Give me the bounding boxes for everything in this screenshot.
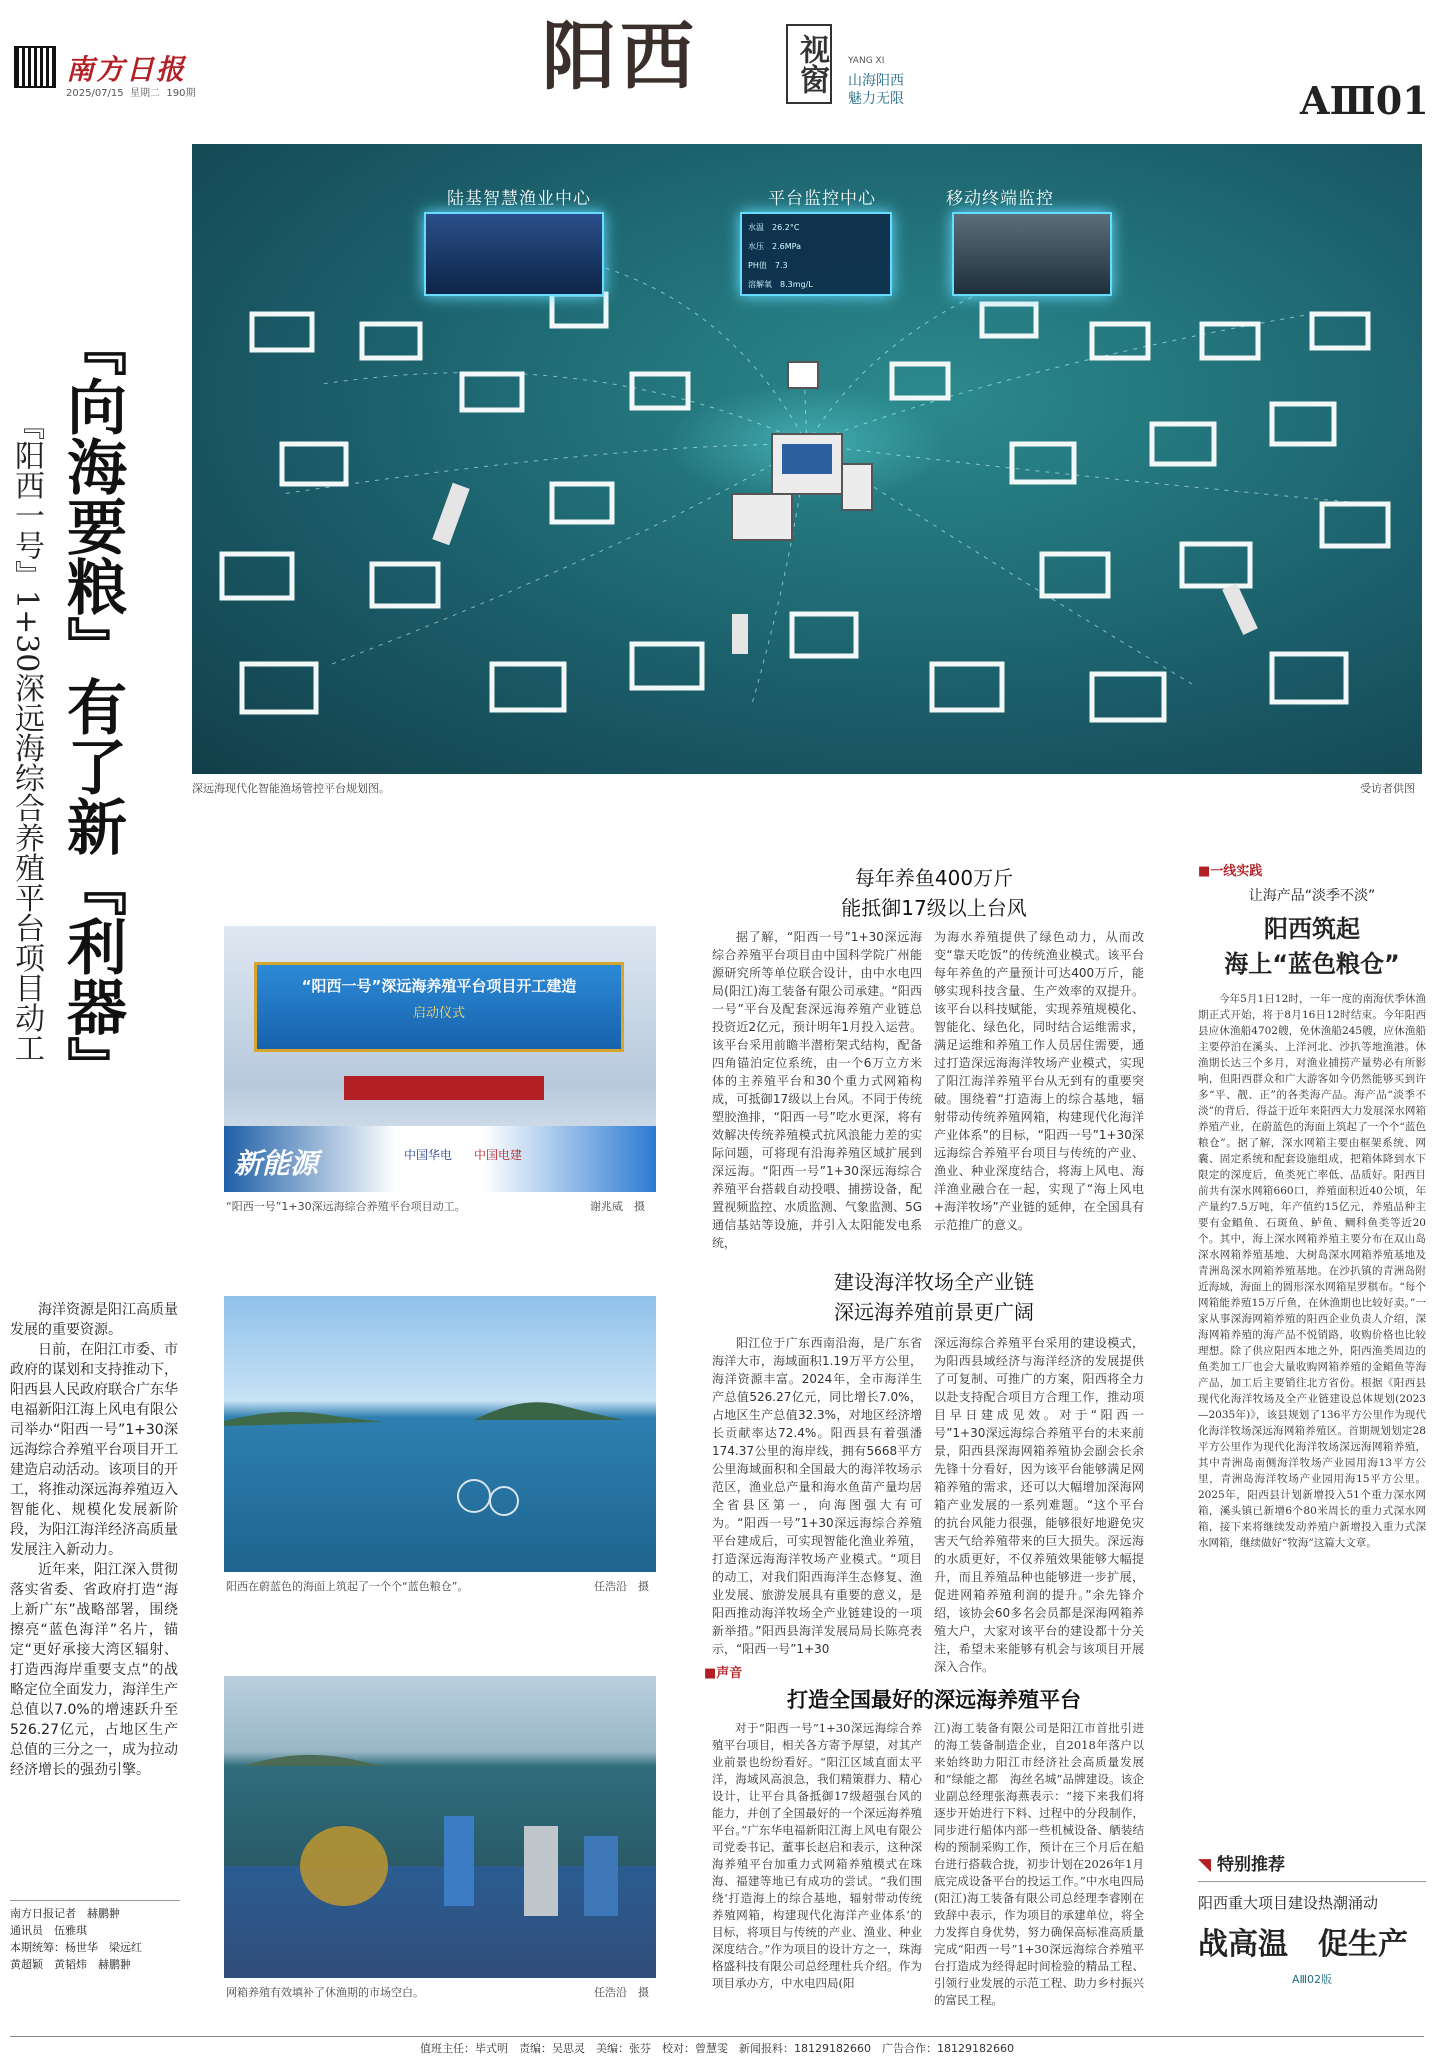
photo-sea — [224, 1296, 656, 1572]
sec3-col-1: 对于“阳西一号”1+30深远海综合养殖平台项目，相关各方寄予厚望，对其产业前景也纷纷看好。“阳江区域直面太平洋，海域风高浪急，我们精策群力、精心设计，让平台具备抵御17级超强台风的能力，并创了全国最好的一个深远海养殖平台。”广东华电福新阳江海上风电有限公司党委书记、董事长赵启和表示，这种深海养殖平台加重力式网箱养殖模式在珠海、福建等地已有成功的尝试。“我们围绕‘打造海上的综合基地，辐射带动传统养殖网箱，构建现代化海洋产业体系’的目标，将项目与传统的产业、渔业、种业深度结合。”作为项目的设计方之一，珠海格盛科技有限公司总经理杜兵介绍。作为项目承办方，中水电四局(阳 — [712, 1721, 922, 1990]
photo-sea-credit: 任浩沿 摄 — [594, 1580, 649, 1593]
sec1-title-2: 能抵御17级以上台风 — [841, 896, 1027, 920]
fishermen-scene — [224, 1676, 656, 1978]
hero-image — [192, 144, 1422, 774]
side-tag-text: 一线实践 — [1210, 864, 1263, 879]
qr-code — [14, 46, 56, 88]
credit-line: 本期统筹：杨世华 梁远红 — [10, 1941, 142, 1954]
monitor-row: 溶解氧 8.3mg/L — [748, 280, 813, 289]
monitor-row: 水温 26.2°C — [748, 223, 800, 232]
photo-ceremony — [224, 926, 656, 1192]
photo-fishermen — [224, 1676, 656, 1978]
headline-sub: 『阳西一号』1+30深远海综合养殖平台项目动工 — [9, 410, 44, 1063]
credit-line: 通讯员 伍雅琪 — [10, 1924, 87, 1937]
monitor-row: PH值 7.3 — [748, 261, 788, 270]
hero-label-right: 移动终端监控 — [946, 189, 1054, 209]
lead-paragraph: 日前，在阳江市委、市政府的谋划和支持推动下，阳西县人民政府联合广东华电福新阳江海上风电有限公司举办“阳西一号”1+30深远海综合养殖平台项目开工建造启动活动。该项目的开工，将推动深远海养殖迈入智能化、规模化发展新阶段，为阳江海洋经济高质量发展注入新动力。 — [10, 1342, 178, 1558]
photo-fishermen-caption: 网箱养殖有效填补了休渔期的市场空白。 — [226, 1986, 424, 1999]
credits — [10, 1900, 180, 1973]
sec2-title-1: 建设海洋牧场全产业链 — [834, 1270, 1034, 1294]
monitor-row: 水压 2.6MPa — [748, 242, 801, 251]
side-body: 今年5月1日12时，一年一度的南海伏季休渔期正式开始，将于8月16日12时结束。今年阳西县应休渔船4702艘，免休渔船245艘，应休渔船主要停泊在溪头、上洋河北、沙扒等地渔港。休渔期长达三个多月，对渔业捕捞产量势必有所影响，但阳西群众和广大游客如今仍然能够买到许多“平、靓、正”的各类海产品。海产品“淡季不淡”的背后，得益于近年来阳西大力发展深水网箱养殖产业，在蔚蓝色的海面上筑起了一个个“蓝色粮仓”。据了解，深水网箱主要由框架系统、网囊、固定系统和配套设施组成，把箱体降到水下限定的深度后，鱼类死亡率低、品质好。阳西目前共有深水网箱660口，养殖面积近40公顷，年产量约7.5万吨，年产值约15亿元，养殖品种主要有金鲳鱼、石斑鱼、鲈鱼、鲷科鱼类等近20个。其中，海上深水网箱养殖主要分布在双山岛深水网箱养殖基地、大树岛深水网箱养殖基地及青洲岛深水网箱养殖基地。在沙扒镇的青洲岛附近海域，海面上的圆形深水网箱星罗棋布。“每个网箱能养殖15万斤鱼，在休渔期也比较好卖。”一家从事深海网箱养殖的阳西企业负责人介绍，深海网箱养殖的海产品不悦销路，收购价格也比较理想。除了供应阳西本地之外，阳西渔类周边的鱼类加工厂也会大量收购网箱养殖的金鲳鱼等海产品，加工后主要销往北方省份。根据《阳西县现代化海洋牧场及全产业链建设总体规划(2023—2035年)》，该县规划了136平方公里作为现代化海洋牧场深远海网箱养殖区。首期规划划定28平方公里作为现代化海洋牧场深远海网箱养殖，其中青洲岛南侧海洋牧场产业园用海13平方公里，青洲岛海洋牧场产业园用海15平方公里。2025年，阳西县计划新增投入51个重力深水网箱，溪头镇已新增6个80米周长的重力式深水网箱，接下来将继续发动养殖户新增投入重力式深水网箱，继续做好“牧海”这篇大文章。 — [1198, 993, 1426, 1549]
lead-paragraph: 近年来，阳江深入贯彻落实省委、省政府打造“海上新广东”战略部署，围绕擦亮“蓝色海洋”名片，锚定“更好承接大湾区辐射、打造西海岸重要支点”的战略定位全面发力，海洋生产总值以7.0%的增速跃升至526.27亿元，占地区生产总值的三分之一，成为拉动经济增长的强劲引擎。 — [10, 1562, 178, 1778]
sec1-col-1: 据了解，“阳西一号”1+30深远海综合养殖平台项目由中国科学院广州能源研究所等单位联合设计，由中水电四局(阳江)海工装备有限公司承建。“阳西一号”平台及配套深远海养殖产业链总投资近2亿元，预计明年1月投入运营。该平台采用前瞻半潜桁架式结构，配备四角锚泊定位系统，由一个6万立方米体的主养殖平台和30个重力式网箱构成，可抵御17级以上台风。不同于传统塑胶渔排，“阳西一号”吃水更深，将有效解决传统养殖模式抗风浪能力差的实际问题，可将现有沿海养殖区域扩展到深远海。“阳西一号”1+30深远海综合养殖平台搭载自动投喂、捕捞设备，配置视频监控、水质监测、气象监测、5G通信基站等设施，并引入太阳能发电系统， — [712, 930, 922, 1250]
sec2-col-1: 阳江位于广东西南沿海，是广东省海洋大市，海域面积1.19万平方公里，海洋资源丰富。2024年，全市海洋生产总值526.27亿元，同比增长7.0%，占地区生产总值32.3%，对地区经济增长贡献率达72.4%。阳西县有着强潘174.37公里的海岸线，拥有5668平方公里海域面积和全国最大的海洋牧场示范区，渔业总产量和海水鱼苗产量均居全省县区第一，向海图强大有可为。“阳西一号”1+30深远海综合养殖平台建成后，可实现智能化渔业养殖，打造深远海海洋牧场产业模式。“项目的动工，对我们阳西海洋生态修复、渔业发展、旅游发展具有重要的意义，是阳西推动海洋牧场全产业链建设的一项新举措。”阳西县海洋发展局局长陈亮表示，“阳西一号”1+30 — [712, 1336, 922, 1656]
sec3-tag: ■声音 — [704, 1666, 743, 1681]
slogan-1: 山海阳西 — [848, 73, 904, 89]
side-pre: 让海产品“淡季不淡” — [1248, 888, 1376, 904]
recommend-box[interactable] — [1198, 1850, 1426, 2000]
hero-credit: 受访者供图 — [1360, 782, 1415, 795]
slogan-2: 魅力无限 — [848, 91, 904, 107]
hero-screen-right — [952, 212, 1112, 296]
lead-paragraph: 海洋资源是阳江高质量发展的重要资源。 — [10, 1302, 178, 1338]
sec3-col-2: 江)海工装备有限公司是阳江市首批引进的海工装备制造企业，自2018年落户以来始终助力阳江市经济社会高质量发展和“绿能之都 海丝名城”品牌建设。该企业副总经理张海燕表示：“接下来我们将逐步开始进行下料、过程中的分段制作，同步进行船体内部一些机械设备、舾装结构的预制采购工作，预计在三个月后在船台进行搭载合拢，初步计划在2026年1月底完成设备平台的投运工作。”中水电四局(阳江)海工装备有限公司总经理李睿刚在致辞中表示，作为项目的承建单位，将全力发挥自身优势，努力确保高标准高质量完成“阳西一号”1+30深远海综合养殖平台打造成为经得起时间检验的精品工程、引领行业发展的示范工程、助力乡村振兴的富民工程。 — [934, 1721, 1144, 2007]
photo-ceremony-credit: 谢兆威 摄 — [590, 1200, 645, 1213]
sec1-title-1: 每年养鱼400万斤 — [854, 866, 1014, 890]
ceremony-backdrop — [224, 1126, 656, 1192]
side-tag: ■一线实践 — [1198, 864, 1263, 879]
side-title-1: 阳西筑起 — [1264, 915, 1360, 943]
credit-line: 南方日报记者 赫鹏翀 — [10, 1907, 120, 1920]
hero-label-mid: 平台监控中心 — [768, 189, 876, 209]
credit-line: 黄超颖 黄韬炜 赫鹏翀 — [10, 1958, 131, 1971]
banner-sub: 启动仪式 — [412, 1006, 465, 1021]
sec1-col-2: 为海水养殖提供了绿色动力，从而改变“靠天吃饭”的传统渔业模式。该平台每年养鱼的产量预计可达400万斤，能够实现科技含量、生产效率的双提升。该平台以科技赋能，实现养殖规模化、智能化、绿色化，同时结合运维需求，满足运维和养殖工作人员居住需要，通过打造深远海海洋牧场产业模式，实现了阳江海洋养殖平台从无到有的重要突破。围绕着“打造海上的综合基地，辐射带动传统养殖网箱，构建现代化海洋产业体系”的目标，“阳西一号”1+30深远海综合养殖平台项目与传统的产业、渔业、种业深度结合，将海上风电、海洋渔业融合在一起，实现了“海上风电+海洋牧场”产业链的延伸，在全国具有示范推广的意义。 — [934, 930, 1144, 1232]
brand-2: 中国电建 — [474, 1148, 523, 1162]
ceremony-banner — [254, 962, 624, 1052]
recommend-title[interactable]: 战高温 促生产 — [1198, 1927, 1408, 1962]
banner-text: “阳西一号”深远海养殖平台项目开工建造 — [301, 977, 577, 995]
sec3-title: 打造全国最好的深远海养殖平台 — [787, 1688, 1081, 1712]
monitor-table — [748, 218, 884, 294]
sec3-tag-text: 声音 — [716, 1666, 743, 1681]
headline-main: 『向海要粮』有了新『利器』 — [57, 316, 127, 1096]
date — [66, 84, 195, 99]
backdrop-slogan: 新能源 — [234, 1147, 319, 1180]
brand-1: 中国华电 — [404, 1148, 453, 1162]
recommend-label-text: 特别推荐 — [1217, 1855, 1285, 1875]
recommend-ref[interactable]: AⅢ02版 — [1291, 1973, 1333, 1986]
issue: 190期 — [166, 88, 196, 99]
recommend-line: 阳西重大项目建设热潮涌动 — [1198, 1894, 1379, 1912]
footer: 值班主任：毕式明 责编：吴思灵 美编：张芬 校对：曾慧雯 新闻报料：18129182660 广告合作：18129182660 — [420, 2042, 1014, 2055]
side-title-2: 海上“蓝色粮仓” — [1224, 950, 1400, 978]
pinyin: YANG XI — [848, 56, 885, 66]
edition-title: 阳西 — [542, 14, 698, 100]
page-number: AⅢ01 — [1300, 78, 1429, 123]
hero-screen-left — [424, 212, 604, 296]
ceremony-stage — [344, 1076, 544, 1100]
hero-label-left: 陆基智慧渔业中心 — [447, 189, 591, 209]
hero-screen-mid — [740, 212, 892, 296]
recommend-label — [1198, 1850, 1426, 1882]
paper-name: 南方日报 — [66, 53, 187, 86]
photo-sea-caption: 阳西在蔚蓝色的海面上筑起了一个个“蓝色粮仓”。 — [226, 1580, 469, 1593]
sea-islands — [224, 1296, 656, 1572]
sec2-col-2: 深远海综合养殖平台采用的建设模式，为阳西县域经济与海洋经济的发展提供了可复制、可推广的方案，阳西将全力以赴支持配合项目方合理工作，推动项目早日建成见效。对于“阳西一号”1+30深远海综合养殖平台的未来前景，阳西县深海网箱养殖协会副会长余先锋十分看好，因为该平台能够满足网箱养殖的需求，还可以大幅增加深海网箱产业发展的一系列难题。“这个平台的抗台风能力很强，能够很好地避免灾害天气给养殖带来的巨大损失。深远海的水质更好，不仅养殖效果能够大幅提升，而且养殖品种也能够进一步扩展，促进网箱养殖利润的提升。”余先锋介绍，该协会60多名会员都是深海网箱养殖大户，大家对该平台的建设都十分关注，希望未来能够有机会与该项目开展深入合作。 — [934, 1336, 1144, 1674]
date-value: 2025/07/15 — [66, 88, 124, 99]
edition-sub: 视窗 — [786, 24, 832, 104]
photo-fishermen-credit: 任浩沿 摄 — [594, 1986, 649, 1999]
hero-caption: 深远海现代化智能渔场管控平台规划图。 — [192, 782, 390, 795]
side-column — [1198, 860, 1426, 1751]
weekday: 星期二 — [130, 88, 160, 99]
arrow-icon: ◥ — [1198, 1855, 1212, 1875]
footer-rule — [10, 2036, 1424, 2037]
lead-column — [10, 1300, 178, 1780]
sec2-title-2: 深远海养殖前景更广阔 — [834, 1300, 1034, 1324]
photo-ceremony-caption: “阳西一号”1+30深远海综合养殖平台项目动工。 — [226, 1200, 466, 1213]
